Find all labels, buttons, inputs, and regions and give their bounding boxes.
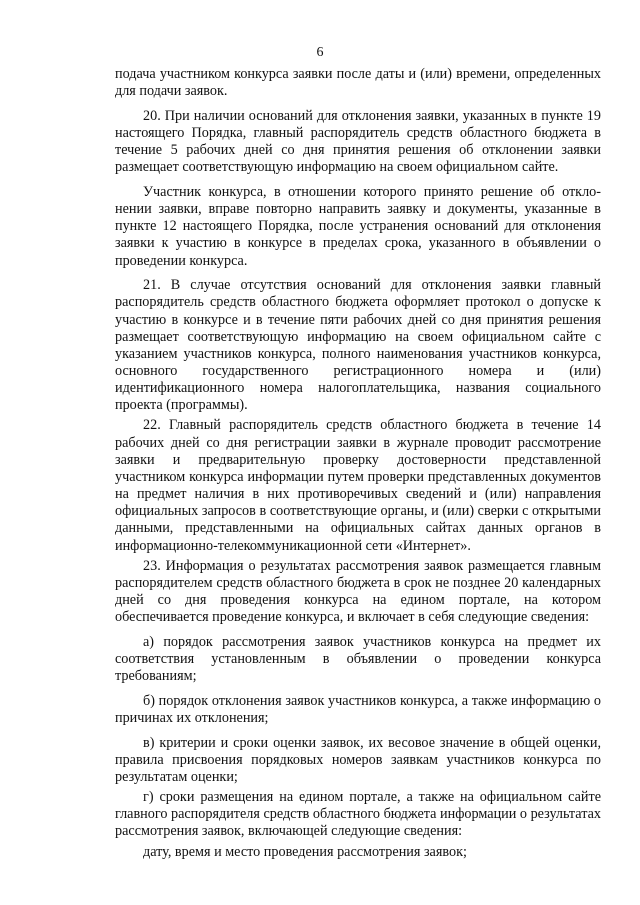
list-item-a: а) порядок рассмотрения заявок участников конкурса на предмет их соответствия установленным в объявлении о проведении конкурса требованиям;: [115, 633, 601, 685]
paragraph-date-time-place: дату, время и место проведения рассмотрения заявок;: [143, 843, 467, 860]
paragraph-item-20: 20. При наличии оснований для отклонения заявки, указанных в пункте 19 настоящего Порядка, главный распорядитель средств областного бюджета в течение 5 рабочих дней со дня принятия решения об отклонении заявки размещает соответствующую информацию на своем официальном сайте.: [115, 107, 601, 176]
paragraph-continuation: подача участником конкурса заявки после даты и (или) времени, определенных для подачи заявок.: [115, 66, 601, 100]
list-item-v: в) критерии и сроки оценки заявок, их весовое значение в общей оценки, правила присвоения порядковых номеров заявкам участников конкурса по результатам оценки;: [115, 734, 601, 785]
paragraph-item-22: 22. Главный распорядитель средств областного бюджета в течение 14 рабочих дней со дня регистрации заявки в журнале проводит рассмотрение заявки и предварительную проверку достоверности представленной участником конкурса информации путем проверки представленных документов на предмет наличия в них противоречивых сведений и (или) направления официальных запросов в соответствующие органы, и (или) сверки с открытыми данными, представленными на официальных сайтах данных органов в информационно-телекоммуникационной сети «Интернет».: [115, 417, 601, 554]
paragraph-item-21: 21. В случае отсутствия оснований для отклонения заявки главный распорядитель средств областного бюджета оформляет протокол о допуске к участию в конкурсе и в течение пяти рабочих дней со дня принятия решения размещает соответствующую информацию на своем официальном сайте с указанием участников конкурса, полного наименования участников конкурса, основного государственного регистрационного номера и (или) идентификационного номера налогоплательщика, названия социального проекта (программы).: [115, 277, 601, 414]
list-item-g: г) сроки размещения на едином портале, а также на официальном сайте главного распорядителя средств областного бюджета информации о результатах рассмотрения заявок, включающей следующие сведения:: [115, 789, 601, 840]
page-number: 6: [316, 45, 324, 60]
paragraph-item-23: 23. Информация о результатах рассмотрения заявок размещается главным распорядителем средств областного бюджета в срок не позднее 20 календарных дней со дня проведения конкурса на едином портале, на котором обеспечивается проведение конкурса, и включает в себя следующие сведения:: [115, 557, 601, 626]
paragraph-resubmission: Участник конкурса, в отношении которого принято решение об отклонении заявки, вправе повторно направить заявку и документы, указанные в пункте 12 настоящего Порядка, после устранения оснований для отклонения заявки к участию в конкурсе в пределах срока, указанного в объявлении о проведении конкурса.: [115, 183, 601, 269]
document-body: [115, 66, 601, 868]
list-item-b: б) порядок отклонения заявок участников конкурса, а также информацию о причинах их отклонения;: [115, 692, 601, 726]
